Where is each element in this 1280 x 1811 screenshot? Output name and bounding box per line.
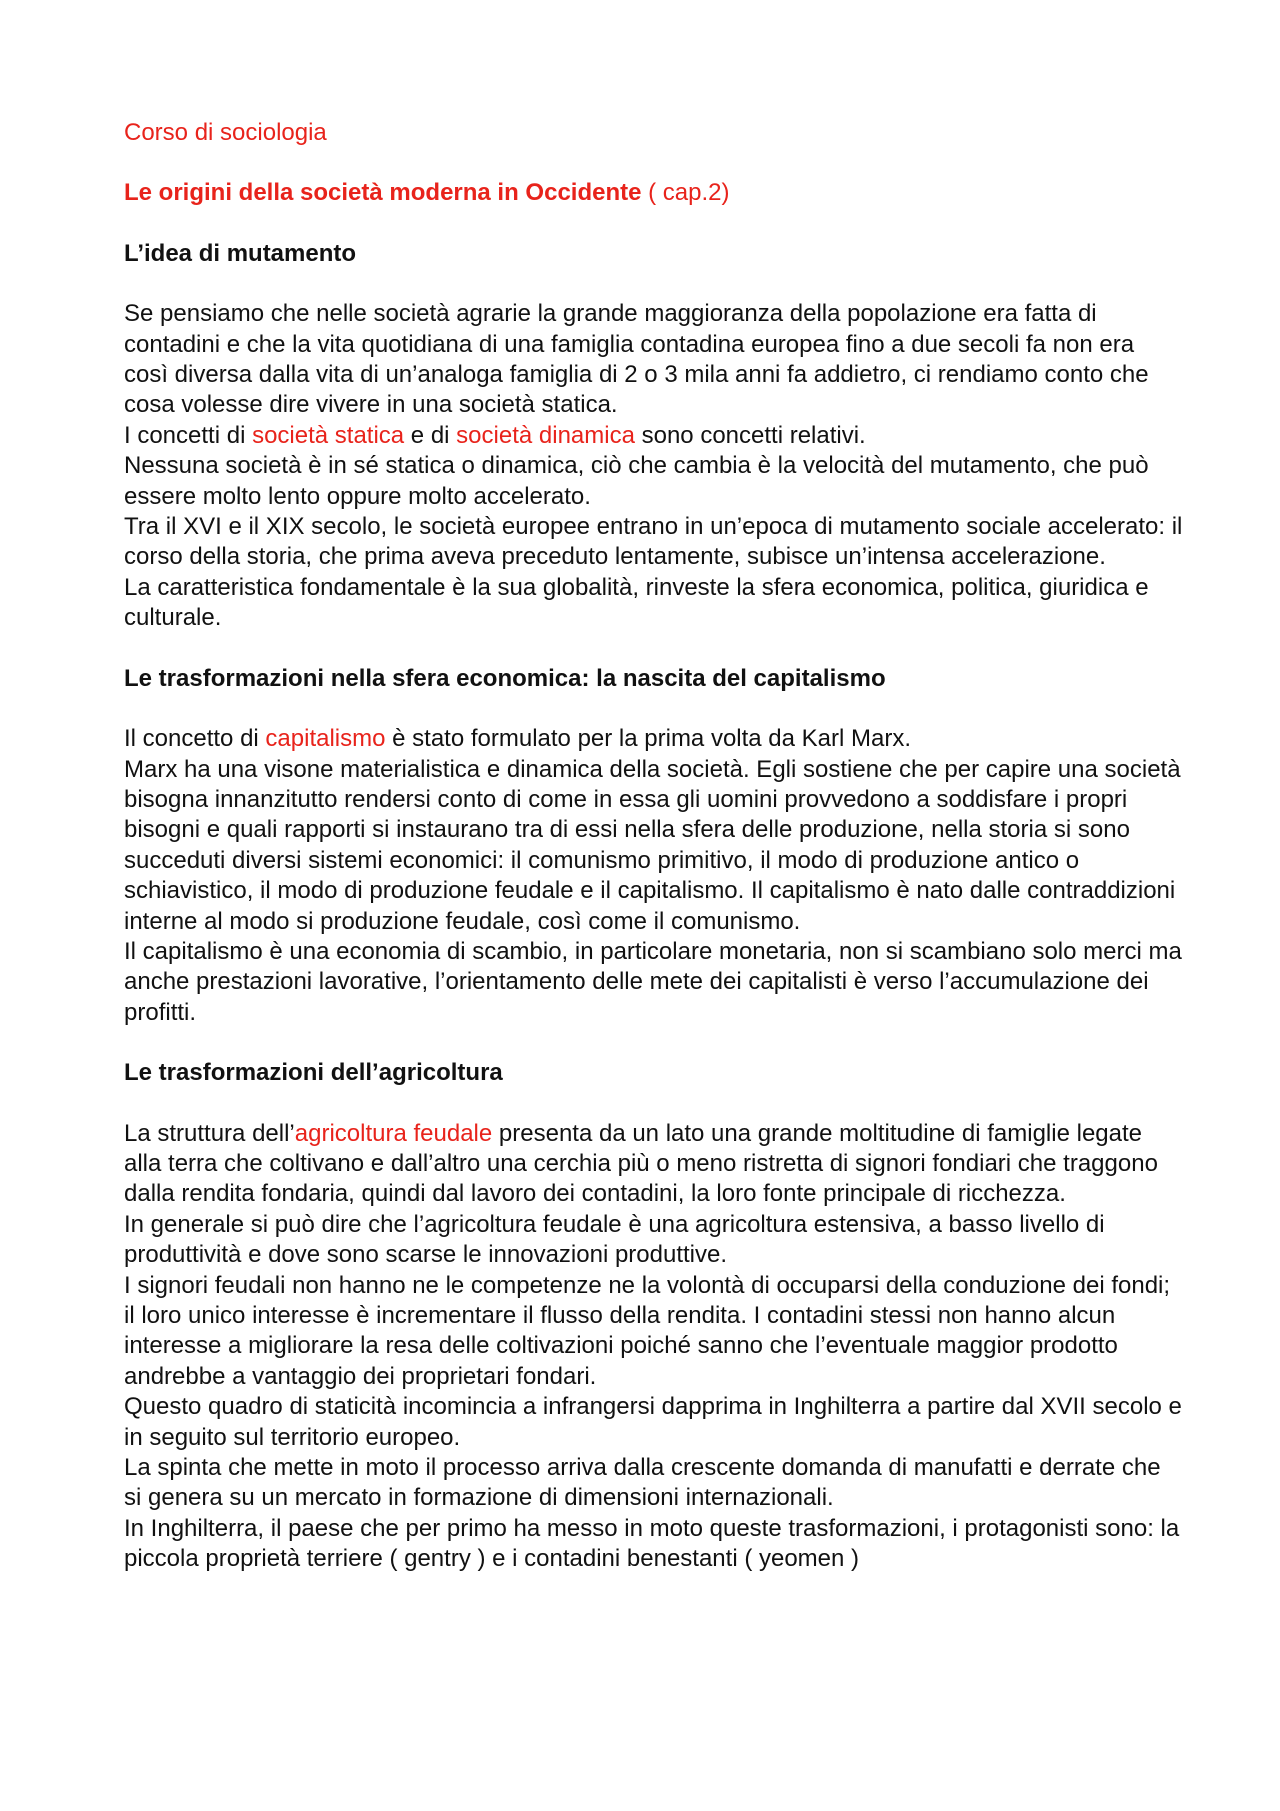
paragraph-text: I concetti di [124,421,253,449]
paragraph [124,1119,1184,1210]
section-heading-capitalismo: Le trasformazioni nella sfera economica: la nascita del capitalismo [124,664,886,692]
paragraph-text: Il concetto di [124,725,266,753]
paragraph: Questo quadro di staticità incomincia a infrangersi dapprima in Inghilterra a partire dal XVII secolo e in seguito sul territorio europeo. [124,1393,1182,1451]
paragraph: Marx ha una visone materialistica e dinamica della società. Egli sostiene che per capire una società bisogna innanzitutto rendersi conto di come in essa gli uomini provvedono a soddisfare i propri bisogni e quali rapporti si instaurano tra di essi nella sfera delle produzione, nella storia si sono succeduti diversi sistemi economici: il comunismo primitivo, il modo di produzione antico o schiavistico, il modo di produzione feudale e il capitalismo. Il capitalismo è nato dalle contraddizioni interne al modo si produzione feudale, così come il comunismo. [124,755,1181,935]
paragraph-text: sono concetti relativi. [634,421,866,449]
paragraph: Tra il XVI e il XIX secolo, le società europee entrano in un’epoca di mutamento sociale accelerato: il corso della storia, che prima aveva preceduto lentamente, subisce un’intensa accelerazione. [124,513,1183,571]
paragraph-text: La struttura dell’ [124,1119,295,1147]
paragraph: La spinta che mette in moto il processo arriva dalla crescente domanda di manufatti e derrate che si genera su un mercato in formazione di dimensioni internazionali. [124,1454,1161,1512]
section-heading-mutamento: L’idea di mutamento [124,239,357,267]
chapter-reference: ( cap.2) [641,179,730,207]
highlight-term: società dinamica [456,421,635,449]
highlight-term: società statica [252,421,405,449]
highlight-term: agricoltura feudale [294,1119,493,1147]
paragraph: Il capitalismo è una economia di scambio, in particolare monetaria, non si scambiano solo merci ma anche prestazioni lavorative, l’orientamento delle mete dei capitalisti è verso l’accumulazione dei profitti. [124,937,1182,1026]
paragraph-text: presenta da un lato una grande moltitudine di famiglie legate alla terra che coltivano e dall’altro una cerchia più o meno ristretta di signori fondiari che traggono dalla rendita fondaria, quindi dal lavoro dei contadini, la loro fonte principale di ricchezza. [124,1119,1158,1208]
section-agricoltura [124,1119,1184,1575]
section-mutamento [124,299,1184,633]
document-page [124,118,1184,1605]
section-heading-agricoltura: Le trasformazioni dell’agricoltura [124,1059,503,1087]
chapter-title-text: Le origini della società moderna in Occidente [124,179,642,207]
paragraph: Nessuna società è in sé statica o dinamica, ciò che cambia è la velocità del mutamento, che può essere molto lento oppure molto accelerato. [124,452,1149,510]
chapter-title [124,178,1184,208]
highlight-term: capitalismo [265,725,386,753]
paragraph: I signori feudali non hanno ne le competenze ne la volontà di occuparsi della conduzione dei fondi; il loro unico interesse è incrementare il flusso della rendita. I contadini stessi non hanno alcun interesse a migliorare la resa delle coltivazioni poiché sanno che l’eventuale maggior prodotto andrebbe a vantaggio dei proprietari fondari. [124,1271,1171,1390]
paragraph [124,421,1184,451]
paragraph: La caratteristica fondamentale è la sua globalità, rinveste la sfera economica, politica, giuridica e culturale. [124,573,1149,632]
paragraph [124,724,1184,754]
paragraph-text: è stato formulato per la prima volta da Karl Marx. [385,725,912,753]
paragraph: In Inghilterra, il paese che per primo ha messo in moto queste trasformazioni, i protagonisti sono: la piccola proprietà terriere ( gentry ) e i contadini benestanti ( yeomen ) [124,1514,1180,1573]
paragraph: In generale si può dire che l’agricoltura feudale è una agricoltura estensiva, a basso livello di produttività e dove sono scarse le innovazioni produttive. [124,1210,1105,1269]
course-title: Corso di sociologia [124,119,327,146]
section-capitalismo [124,724,1184,1028]
paragraph: Se pensiamo che nelle società agrarie la grande maggioranza della popolazione era fatta di contadini e che la vita quotidiana di una famiglia contadina europea fino a due secoli fa non era così diversa dalla vita di un’analoga famiglia di 2 o 3 mila anni fa addietro, ci rendiamo conto che cosa volesse dire vivere in una società statica. [124,300,1149,419]
paragraph-text: e di [404,421,457,449]
